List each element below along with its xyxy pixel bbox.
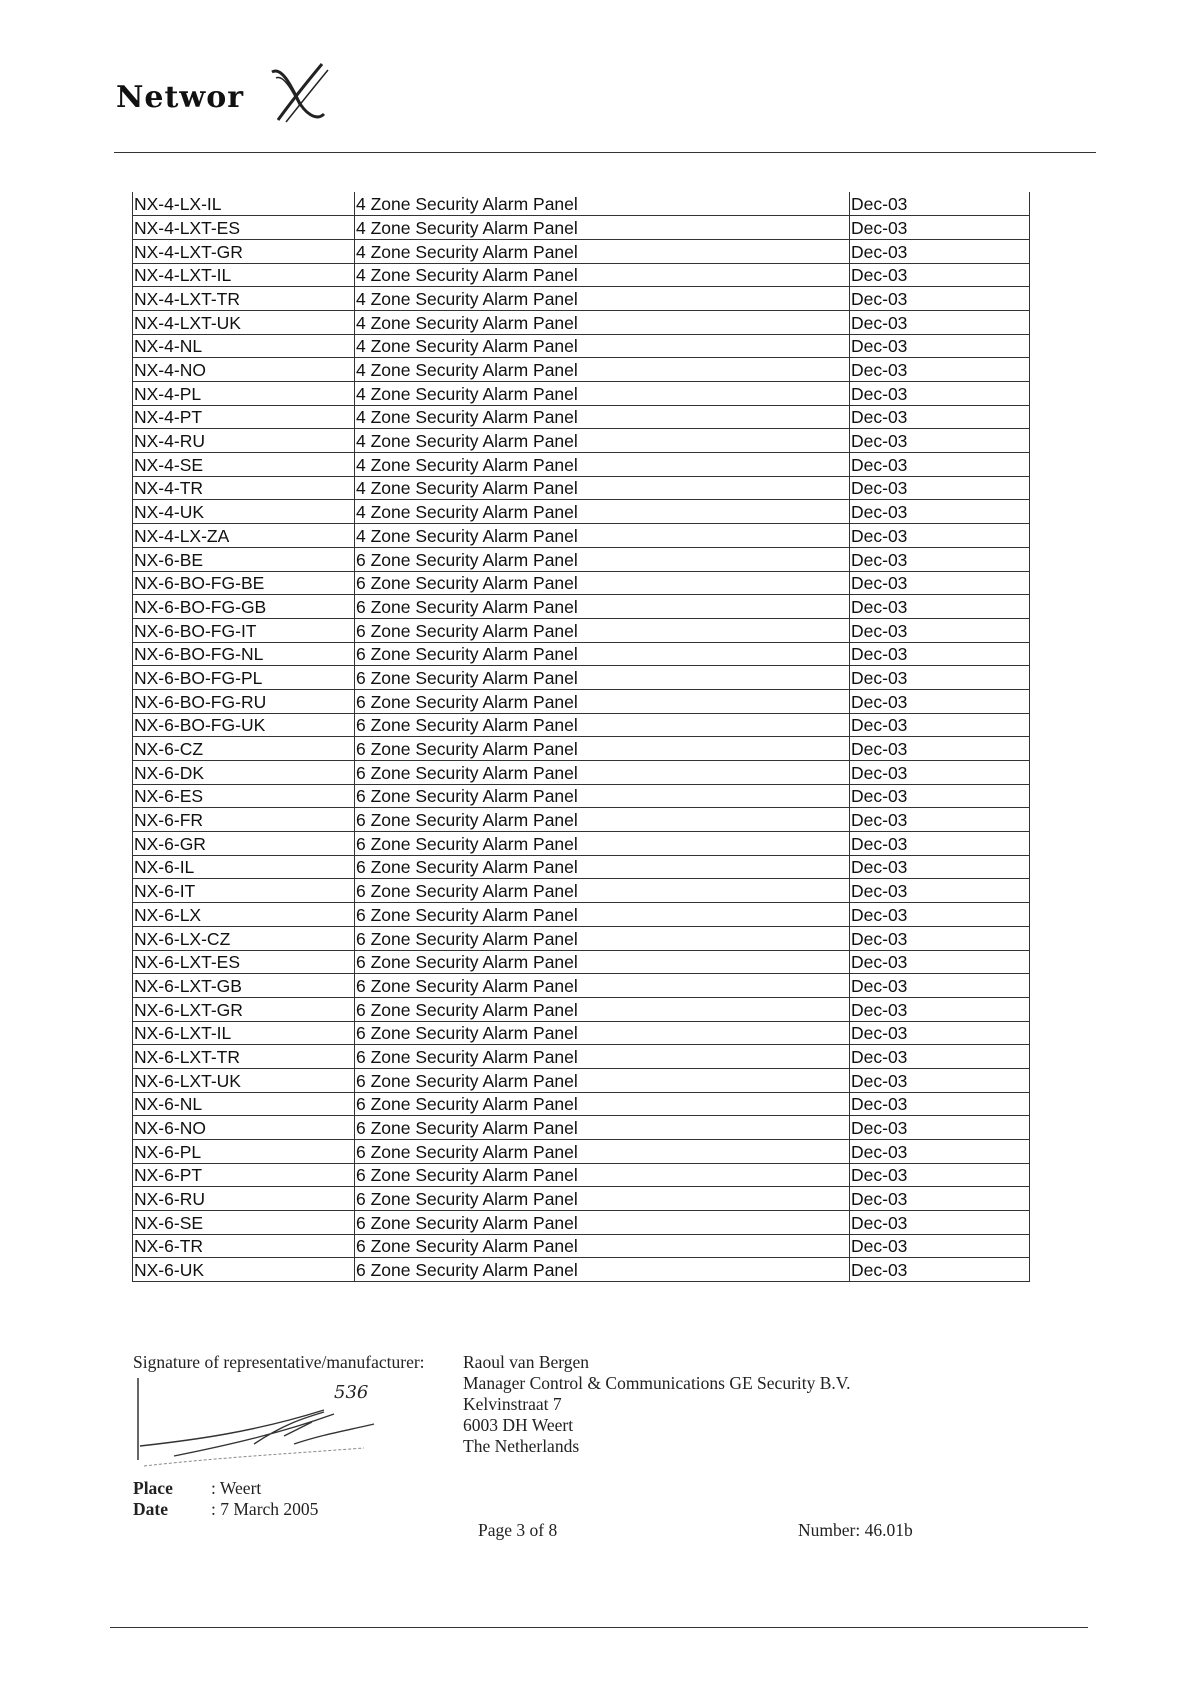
table-row bbox=[133, 784, 1030, 808]
date-cell: Dec-03 bbox=[850, 358, 1030, 382]
table-row bbox=[133, 429, 1030, 453]
description-cell: 4 Zone Security Alarm Panel bbox=[355, 500, 850, 524]
model-cell: NX-4-LX-ZA bbox=[133, 524, 355, 548]
description-cell: 6 Zone Security Alarm Panel bbox=[355, 855, 850, 879]
description-cell: 6 Zone Security Alarm Panel bbox=[355, 997, 850, 1021]
model-cell: NX-4-TR bbox=[133, 476, 355, 500]
table-row bbox=[133, 1116, 1030, 1140]
representative-city: 6003 DH Weert bbox=[463, 1415, 574, 1435]
description-cell: 6 Zone Security Alarm Panel bbox=[355, 642, 850, 666]
table-row bbox=[133, 547, 1030, 571]
footer-rule bbox=[110, 1627, 1088, 1628]
signature-mark: 536 bbox=[334, 1382, 369, 1403]
description-cell: 4 Zone Security Alarm Panel bbox=[355, 239, 850, 263]
date-cell: Dec-03 bbox=[850, 500, 1030, 524]
date-cell: Dec-03 bbox=[850, 879, 1030, 903]
table-row bbox=[133, 263, 1030, 287]
date-cell: Dec-03 bbox=[850, 713, 1030, 737]
model-cell: NX-4-LXT-GR bbox=[133, 239, 355, 263]
description-cell: 6 Zone Security Alarm Panel bbox=[355, 1163, 850, 1187]
description-cell: 4 Zone Security Alarm Panel bbox=[355, 524, 850, 548]
date-cell: Dec-03 bbox=[850, 618, 1030, 642]
table-row bbox=[133, 239, 1030, 263]
description-cell: 6 Zone Security Alarm Panel bbox=[355, 618, 850, 642]
date-cell: Dec-03 bbox=[850, 1068, 1030, 1092]
description-cell: 6 Zone Security Alarm Panel bbox=[355, 808, 850, 832]
date-cell: Dec-03 bbox=[850, 310, 1030, 334]
header-rule bbox=[114, 152, 1096, 153]
representative-title: Manager Control & Communications GE Security B.V. bbox=[463, 1373, 851, 1393]
description-cell: 6 Zone Security Alarm Panel bbox=[355, 713, 850, 737]
table-row bbox=[133, 618, 1030, 642]
description-cell: 6 Zone Security Alarm Panel bbox=[355, 1045, 850, 1069]
description-cell: 6 Zone Security Alarm Panel bbox=[355, 547, 850, 571]
date-cell: Dec-03 bbox=[850, 287, 1030, 311]
date-cell: Dec-03 bbox=[850, 1234, 1030, 1258]
description-cell: 4 Zone Security Alarm Panel bbox=[355, 453, 850, 477]
date-cell: Dec-03 bbox=[850, 1116, 1030, 1140]
logo-x-mark-icon bbox=[264, 58, 336, 128]
date-cell: Dec-03 bbox=[850, 1258, 1030, 1282]
table-row bbox=[133, 926, 1030, 950]
model-cell: NX-6-LXT-UK bbox=[133, 1068, 355, 1092]
description-cell: 4 Zone Security Alarm Panel bbox=[355, 310, 850, 334]
date-cell: Dec-03 bbox=[850, 476, 1030, 500]
product-table bbox=[132, 192, 1030, 1282]
date-cell: Dec-03 bbox=[850, 382, 1030, 406]
table-row bbox=[133, 216, 1030, 240]
description-cell: 6 Zone Security Alarm Panel bbox=[355, 832, 850, 856]
description-cell: 4 Zone Security Alarm Panel bbox=[355, 192, 850, 216]
model-cell: NX-6-BE bbox=[133, 547, 355, 571]
page-number: Page 3 of 8 bbox=[478, 1520, 558, 1540]
description-cell: 4 Zone Security Alarm Panel bbox=[355, 358, 850, 382]
description-cell: 6 Zone Security Alarm Panel bbox=[355, 784, 850, 808]
table-row bbox=[133, 1234, 1030, 1258]
signature-image bbox=[134, 1374, 404, 1474]
description-cell: 6 Zone Security Alarm Panel bbox=[355, 879, 850, 903]
date-cell: Dec-03 bbox=[850, 1211, 1030, 1235]
date-cell: Dec-03 bbox=[850, 453, 1030, 477]
table-row bbox=[133, 737, 1030, 761]
table-row bbox=[133, 287, 1030, 311]
model-cell: NX-6-DK bbox=[133, 761, 355, 785]
date-cell: Dec-03 bbox=[850, 689, 1030, 713]
table-row bbox=[133, 382, 1030, 406]
description-cell: 6 Zone Security Alarm Panel bbox=[355, 571, 850, 595]
model-cell: NX-4-LX-IL bbox=[133, 192, 355, 216]
table-row bbox=[133, 855, 1030, 879]
model-cell: NX-6-LXT-IL bbox=[133, 1021, 355, 1045]
date-cell: Dec-03 bbox=[850, 855, 1030, 879]
table-row bbox=[133, 903, 1030, 927]
model-cell: NX-6-BO-FG-BE bbox=[133, 571, 355, 595]
description-cell: 4 Zone Security Alarm Panel bbox=[355, 287, 850, 311]
table-row bbox=[133, 761, 1030, 785]
date-cell: Dec-03 bbox=[850, 642, 1030, 666]
table-row bbox=[133, 666, 1030, 690]
date-cell: Dec-03 bbox=[850, 737, 1030, 761]
description-cell: 4 Zone Security Alarm Panel bbox=[355, 476, 850, 500]
model-cell: NX-6-PL bbox=[133, 1140, 355, 1164]
model-cell: NX-4-PT bbox=[133, 405, 355, 429]
place-value: : Weert bbox=[211, 1478, 262, 1498]
description-cell: 6 Zone Security Alarm Panel bbox=[355, 926, 850, 950]
model-cell: NX-6-FR bbox=[133, 808, 355, 832]
place-date-block bbox=[133, 1478, 318, 1520]
table-row bbox=[133, 476, 1030, 500]
model-cell: NX-6-NL bbox=[133, 1092, 355, 1116]
table-row bbox=[133, 1163, 1030, 1187]
date-cell: Dec-03 bbox=[850, 263, 1030, 287]
date-cell: Dec-03 bbox=[850, 974, 1030, 998]
date-value: : 7 March 2005 bbox=[211, 1499, 319, 1519]
representative-country: The Netherlands bbox=[463, 1436, 580, 1456]
model-cell: NX-6-LX bbox=[133, 903, 355, 927]
date-cell: Dec-03 bbox=[850, 192, 1030, 216]
model-cell: NX-4-RU bbox=[133, 429, 355, 453]
table-row bbox=[133, 310, 1030, 334]
description-cell: 6 Zone Security Alarm Panel bbox=[355, 1211, 850, 1235]
model-cell: NX-6-NO bbox=[133, 1116, 355, 1140]
representative-name: Raoul van Bergen bbox=[463, 1352, 590, 1372]
model-cell: NX-6-LXT-GR bbox=[133, 997, 355, 1021]
date-cell: Dec-03 bbox=[850, 1140, 1030, 1164]
representative-block bbox=[463, 1352, 851, 1457]
table-row bbox=[133, 192, 1030, 216]
model-cell: NX-4-LXT-UK bbox=[133, 310, 355, 334]
date-cell: Dec-03 bbox=[850, 997, 1030, 1021]
model-cell: NX-6-IL bbox=[133, 855, 355, 879]
networx-logo bbox=[116, 58, 336, 128]
description-cell: 6 Zone Security Alarm Panel bbox=[355, 737, 850, 761]
date-cell: Dec-03 bbox=[850, 926, 1030, 950]
table-row bbox=[133, 1021, 1030, 1045]
model-cell: NX-4-NO bbox=[133, 358, 355, 382]
model-cell: NX-6-BO-FG-IT bbox=[133, 618, 355, 642]
description-cell: 6 Zone Security Alarm Panel bbox=[355, 1092, 850, 1116]
description-cell: 6 Zone Security Alarm Panel bbox=[355, 595, 850, 619]
place-label: Place bbox=[133, 1478, 173, 1498]
date-cell: Dec-03 bbox=[850, 595, 1030, 619]
date-cell: Dec-03 bbox=[850, 808, 1030, 832]
model-cell: NX-6-BO-FG-PL bbox=[133, 666, 355, 690]
model-cell: NX-6-BO-FG-RU bbox=[133, 689, 355, 713]
document-number: Number: 46.01b bbox=[798, 1520, 913, 1540]
date-cell: Dec-03 bbox=[850, 429, 1030, 453]
model-cell: NX-6-LXT-ES bbox=[133, 950, 355, 974]
date-cell: Dec-03 bbox=[850, 666, 1030, 690]
description-cell: 4 Zone Security Alarm Panel bbox=[355, 216, 850, 240]
table-row bbox=[133, 1068, 1030, 1092]
product-table-wrap bbox=[132, 192, 1030, 1282]
description-cell: 6 Zone Security Alarm Panel bbox=[355, 1258, 850, 1282]
date-cell: Dec-03 bbox=[850, 950, 1030, 974]
model-cell: NX-6-LXT-GB bbox=[133, 974, 355, 998]
date-cell: Dec-03 bbox=[850, 571, 1030, 595]
model-cell: NX-6-LXT-TR bbox=[133, 1045, 355, 1069]
model-cell: NX-4-NL bbox=[133, 334, 355, 358]
logo-wordmark: Networ bbox=[116, 80, 245, 115]
table-row bbox=[133, 1211, 1030, 1235]
description-cell: 6 Zone Security Alarm Panel bbox=[355, 1021, 850, 1045]
model-cell: NX-6-PT bbox=[133, 1163, 355, 1187]
table-row bbox=[133, 524, 1030, 548]
table-row bbox=[133, 1045, 1030, 1069]
description-cell: 6 Zone Security Alarm Panel bbox=[355, 1234, 850, 1258]
table-row bbox=[133, 500, 1030, 524]
table-row bbox=[133, 1187, 1030, 1211]
model-cell: NX-4-LXT-TR bbox=[133, 287, 355, 311]
model-cell: NX-4-LXT-IL bbox=[133, 263, 355, 287]
description-cell: 6 Zone Security Alarm Panel bbox=[355, 974, 850, 998]
description-cell: 4 Zone Security Alarm Panel bbox=[355, 334, 850, 358]
date-cell: Dec-03 bbox=[850, 1163, 1030, 1187]
date-cell: Dec-03 bbox=[850, 1021, 1030, 1045]
model-cell: NX-4-PL bbox=[133, 382, 355, 406]
table-row bbox=[133, 358, 1030, 382]
table-row bbox=[133, 879, 1030, 903]
description-cell: 6 Zone Security Alarm Panel bbox=[355, 903, 850, 927]
table-row bbox=[133, 334, 1030, 358]
description-cell: 4 Zone Security Alarm Panel bbox=[355, 405, 850, 429]
description-cell: 6 Zone Security Alarm Panel bbox=[355, 1187, 850, 1211]
date-cell: Dec-03 bbox=[850, 1045, 1030, 1069]
date-cell: Dec-03 bbox=[850, 524, 1030, 548]
date-cell: Dec-03 bbox=[850, 547, 1030, 571]
date-label: Date bbox=[133, 1499, 168, 1519]
description-cell: 6 Zone Security Alarm Panel bbox=[355, 950, 850, 974]
table-row bbox=[133, 997, 1030, 1021]
table-row bbox=[133, 571, 1030, 595]
table-row bbox=[133, 595, 1030, 619]
table-row bbox=[133, 642, 1030, 666]
date-cell: Dec-03 bbox=[850, 334, 1030, 358]
description-cell: 6 Zone Security Alarm Panel bbox=[355, 1068, 850, 1092]
date-cell: Dec-03 bbox=[850, 761, 1030, 785]
date-cell: Dec-03 bbox=[850, 784, 1030, 808]
model-cell: NX-6-SE bbox=[133, 1211, 355, 1235]
table-row bbox=[133, 453, 1030, 477]
description-cell: 4 Zone Security Alarm Panel bbox=[355, 382, 850, 406]
table-row bbox=[133, 1092, 1030, 1116]
table-row bbox=[133, 1258, 1030, 1282]
description-cell: 6 Zone Security Alarm Panel bbox=[355, 1116, 850, 1140]
model-cell: NX-4-UK bbox=[133, 500, 355, 524]
signature-label: Signature of representative/manufacturer: bbox=[133, 1352, 425, 1372]
representative-street: Kelvinstraat 7 bbox=[463, 1394, 562, 1414]
table-row bbox=[133, 950, 1030, 974]
description-cell: 4 Zone Security Alarm Panel bbox=[355, 263, 850, 287]
date-cell: Dec-03 bbox=[850, 1092, 1030, 1116]
model-cell: NX-6-TR bbox=[133, 1234, 355, 1258]
table-row bbox=[133, 832, 1030, 856]
date-cell: Dec-03 bbox=[850, 1187, 1030, 1211]
model-cell: NX-6-RU bbox=[133, 1187, 355, 1211]
description-cell: 6 Zone Security Alarm Panel bbox=[355, 761, 850, 785]
date-cell: Dec-03 bbox=[850, 216, 1030, 240]
description-cell: 6 Zone Security Alarm Panel bbox=[355, 666, 850, 690]
date-cell: Dec-03 bbox=[850, 903, 1030, 927]
description-cell: 4 Zone Security Alarm Panel bbox=[355, 429, 850, 453]
model-cell: NX-4-LXT-ES bbox=[133, 216, 355, 240]
model-cell: NX-6-ES bbox=[133, 784, 355, 808]
model-cell: NX-6-CZ bbox=[133, 737, 355, 761]
table-row bbox=[133, 713, 1030, 737]
date-cell: Dec-03 bbox=[850, 405, 1030, 429]
date-cell: Dec-03 bbox=[850, 832, 1030, 856]
description-cell: 6 Zone Security Alarm Panel bbox=[355, 689, 850, 713]
model-cell: NX-4-SE bbox=[133, 453, 355, 477]
table-row bbox=[133, 974, 1030, 998]
model-cell: NX-6-IT bbox=[133, 879, 355, 903]
model-cell: NX-6-GR bbox=[133, 832, 355, 856]
description-cell: 6 Zone Security Alarm Panel bbox=[355, 1140, 850, 1164]
model-cell: NX-6-BO-FG-GB bbox=[133, 595, 355, 619]
model-cell: NX-6-BO-FG-UK bbox=[133, 713, 355, 737]
table-row bbox=[133, 1140, 1030, 1164]
model-cell: NX-6-BO-FG-NL bbox=[133, 642, 355, 666]
model-cell: NX-6-LX-CZ bbox=[133, 926, 355, 950]
table-row bbox=[133, 808, 1030, 832]
product-table-body bbox=[133, 192, 1030, 1282]
table-row bbox=[133, 405, 1030, 429]
table-row bbox=[133, 689, 1030, 713]
date-cell: Dec-03 bbox=[850, 239, 1030, 263]
model-cell: NX-6-UK bbox=[133, 1258, 355, 1282]
